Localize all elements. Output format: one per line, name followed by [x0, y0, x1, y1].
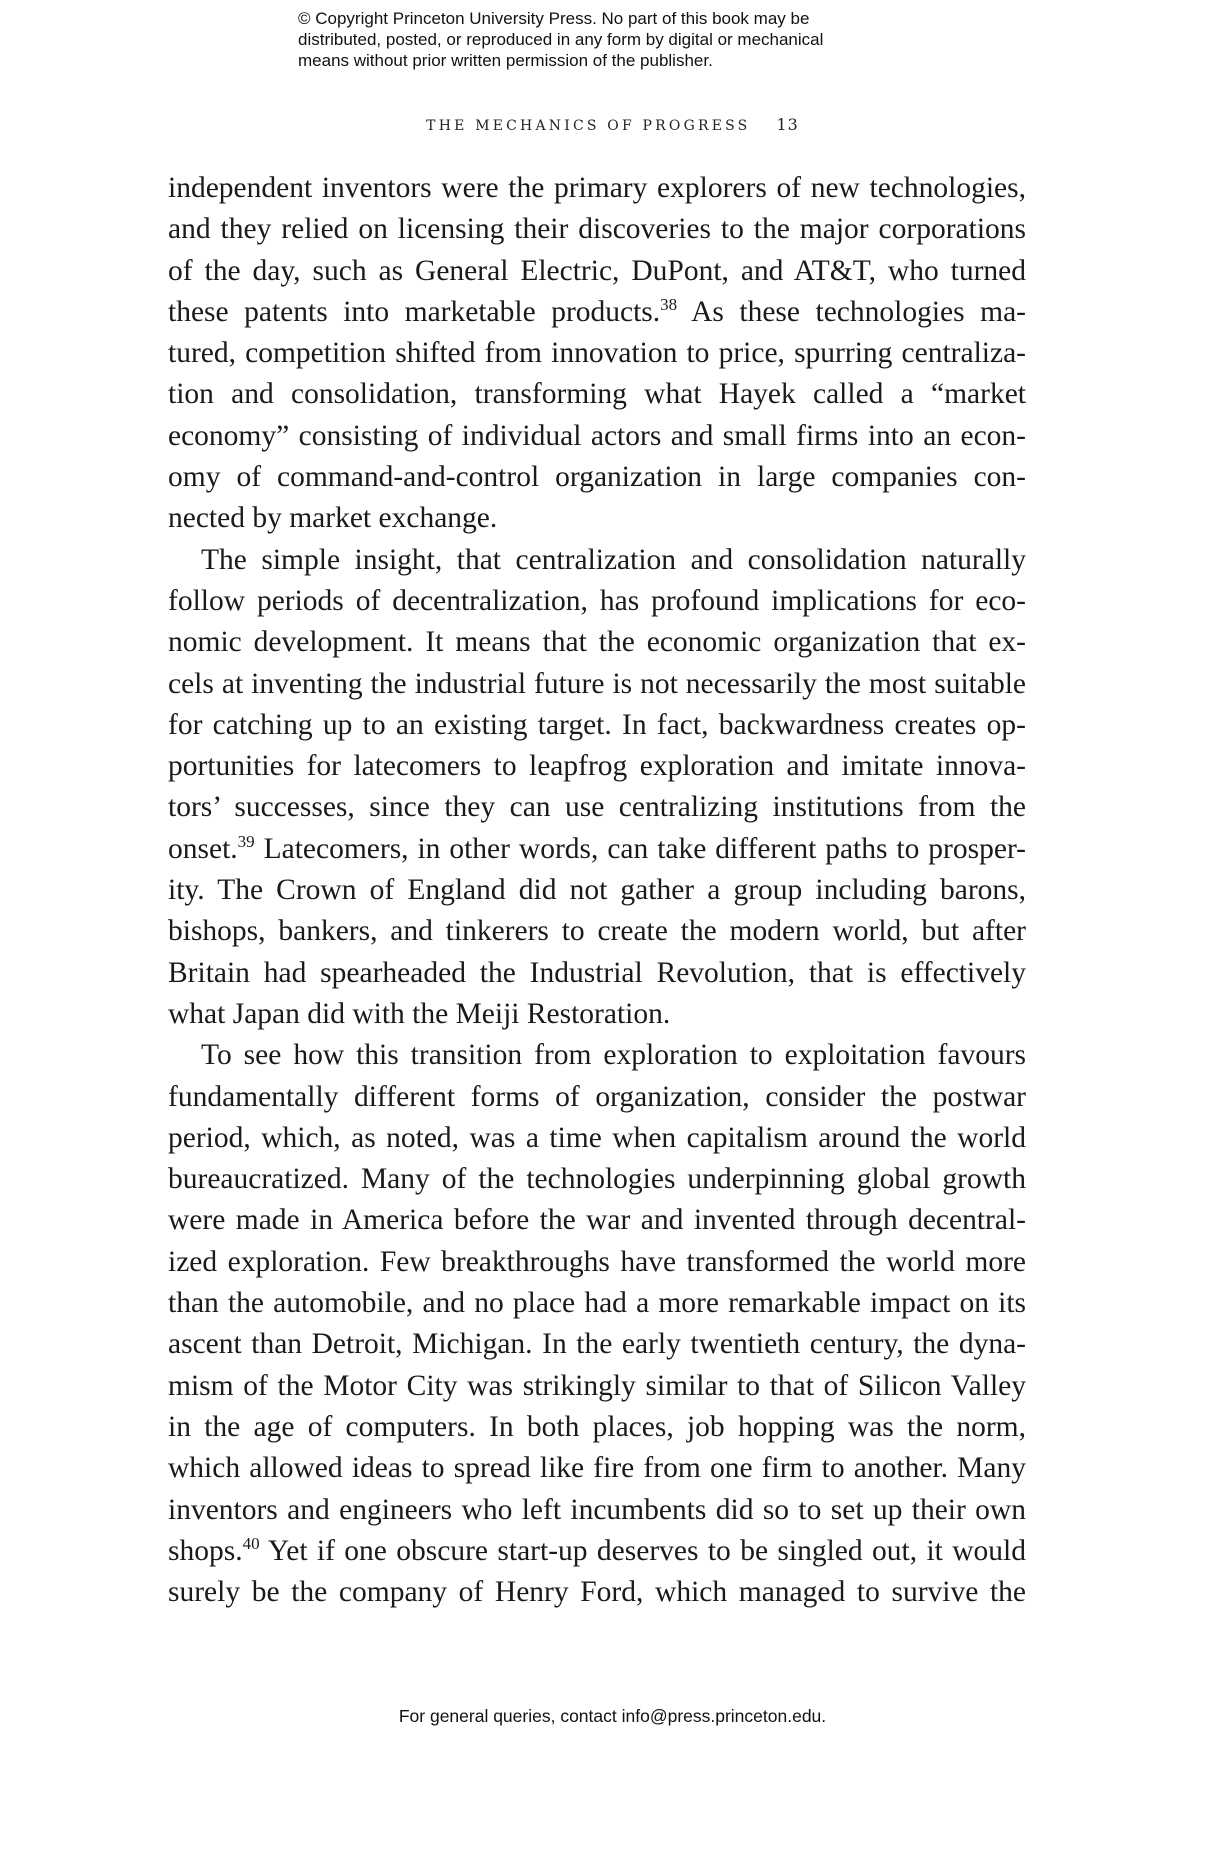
line-text: Yet if one obscure start-up deserves to be singled out, it would: [259, 1534, 1026, 1567]
line-text: in the age of computers. In both places, job hopping was the norm,: [168, 1410, 1026, 1443]
text-line: [168, 1077, 1026, 1118]
line-text: omy of command-and-control organization in large companies con-: [168, 461, 1026, 494]
text-line: [168, 1242, 1026, 1283]
line-text: ascent than Detroit, Michigan. In the early twentieth century, the dyna-: [168, 1328, 1026, 1361]
text-line: [168, 1448, 1026, 1489]
line-text: shops.: [168, 1534, 243, 1567]
paragraph: [168, 168, 1026, 540]
text-line: [168, 251, 1026, 292]
footnote-marker: 39: [237, 831, 255, 851]
page-number: 13: [776, 115, 799, 134]
copyright-line: © Copyright Princeton University Press. No part of this book may be: [298, 9, 810, 28]
line-text: tion and consolidation, transforming what Hayek called a “market: [168, 378, 1026, 411]
line-text: were made in America before the war and invented through decentral-: [168, 1204, 1026, 1237]
line-text: period, which, as noted, was a time when capitalism around the world: [168, 1121, 1026, 1154]
line-text: fundamentally different forms of organization, consider the postwar: [168, 1080, 1026, 1113]
line-text: bureaucratized. Many of the technologies underpinning global growth: [168, 1163, 1026, 1196]
text-line: [168, 1572, 1026, 1613]
body-text: [168, 168, 1026, 1613]
line-text: tors’ successes, since they can use centralizing institutions from the: [168, 791, 1026, 824]
line-text: ity. The Crown of England did not gather a group including barons,: [168, 874, 1026, 907]
text-line: [168, 1200, 1026, 1241]
text-line: [168, 1490, 1026, 1531]
text-line: [168, 540, 1026, 581]
text-line: [168, 829, 1026, 870]
text-line: [168, 292, 1026, 333]
text-line: [168, 374, 1026, 415]
line-text: cels at inventing the industrial future is not necessarily the most suitable: [168, 667, 1026, 700]
paragraph: [168, 1035, 1026, 1613]
line-text: independent inventors were the primary explorers of new technologies,: [168, 172, 1026, 204]
text-line: [168, 416, 1026, 457]
text-line: [168, 581, 1026, 622]
text-line: [168, 1366, 1026, 1407]
text-line: [168, 1159, 1026, 1200]
line-text: To see how this transition from exploration to exploitation favours: [201, 1039, 1026, 1072]
running-head: [0, 115, 1225, 134]
line-text: ized exploration. Few breakthroughs have transformed the world more: [168, 1245, 1026, 1278]
copyright-line: distributed, posted, or reproduced in any form by digital or mechanical: [298, 30, 824, 49]
text-line: [168, 498, 1026, 539]
text-line: [168, 746, 1026, 787]
text-line: [168, 994, 1026, 1035]
line-text: which allowed ideas to spread like fire from one firm to another. Many: [168, 1452, 1026, 1485]
paragraph: [168, 540, 1026, 1036]
text-line: [168, 1283, 1026, 1324]
text-line: [168, 911, 1026, 952]
line-text: portunities for latecomers to leapfrog exploration and imitate innova-: [168, 750, 1026, 783]
text-line: [168, 705, 1026, 746]
line-text: Latecomers, in other words, can take different paths to prosper-: [254, 832, 1026, 865]
text-line: [168, 457, 1026, 498]
text-line: [168, 953, 1026, 994]
line-text: surely be the company of Henry Ford, which managed to survive the: [168, 1576, 1026, 1609]
line-text: of the day, such as General Electric, DuPont, and AT&T, who turned: [168, 254, 1026, 287]
text-line: [168, 1407, 1026, 1448]
line-text: tured, competition shifted from innovation to price, spurring centraliza-: [168, 337, 1026, 370]
text-line: [168, 622, 1026, 663]
footnote-marker: 38: [660, 294, 678, 314]
footer-contact: For general queries, contact info@press.princeton.edu.: [398, 1706, 827, 1726]
text-line: [168, 1118, 1026, 1159]
line-text: onset.: [168, 832, 238, 865]
line-text: economy” consisting of individual actors and small firms into an econ-: [168, 419, 1026, 452]
line-text: The simple insight, that centralization and consolidation naturally: [201, 543, 1026, 576]
text-line: [168, 168, 1026, 209]
text-line: [168, 333, 1026, 374]
text-line: [168, 787, 1026, 828]
line-text: follow periods of decentralization, has profound implications for eco-: [168, 584, 1026, 617]
text-line: [168, 1035, 1026, 1076]
text-line: [168, 664, 1026, 705]
line-text: nected by market exchange.: [168, 502, 498, 535]
text-line: [168, 209, 1026, 250]
copyright-line: means without prior written permission of the publisher.: [298, 51, 713, 70]
line-text: inventors and engineers who left incumbents did so to set up their own: [168, 1493, 1026, 1526]
line-text: As these technologies ma-: [677, 295, 1026, 328]
text-line: [168, 1324, 1026, 1365]
copyright-notice: [298, 8, 938, 71]
line-text: Britain had spearheaded the Industrial Revolution, that is effectively: [168, 956, 1026, 989]
footnote-marker: 40: [242, 1533, 260, 1553]
line-text: these patents into marketable products.: [168, 295, 661, 328]
text-line: [168, 1531, 1026, 1572]
line-text: than the automobile, and no place had a more remarkable impact on its: [168, 1287, 1026, 1320]
line-text: mism of the Motor City was strikingly similar to that of Silicon Valley: [168, 1369, 1026, 1402]
text-line: [168, 870, 1026, 911]
line-text: nomic development. It means that the economic organization that ex-: [168, 626, 1026, 659]
line-text: and they relied on licensing their discoveries to the major corporations: [168, 213, 1026, 246]
line-text: for catching up to an existing target. In fact, backwardness creates op-: [168, 708, 1026, 741]
line-text: bishops, bankers, and tinkerers to create the modern world, but after: [168, 915, 1026, 948]
running-head-title: THE MECHANICS OF PROGRESS: [426, 118, 751, 134]
line-text: what Japan did with the Meiji Restoration.: [168, 997, 671, 1030]
